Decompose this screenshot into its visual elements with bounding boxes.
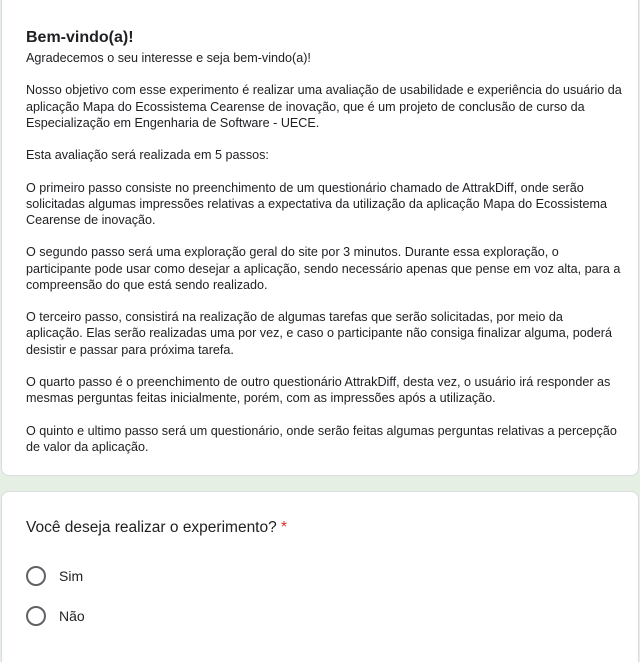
option-label-sim: Sim xyxy=(59,568,84,584)
question-card xyxy=(1,491,639,662)
option-sim[interactable] xyxy=(26,564,83,588)
option-label-nao: Não xyxy=(59,608,85,624)
option-nao[interactable] xyxy=(26,604,85,628)
section-description xyxy=(26,50,622,471)
question-title xyxy=(26,518,287,538)
description-paragraph-step-1: O primeiro passo consiste no preenchimento de um questionário chamado de AttrakDiff, onde serão solicitadas algumas impressões relativas a expectativa da utilização da aplicação Mapa do Ecossistema Cearense de inovação. xyxy=(26,180,608,227)
section-title: Bem-vindo(a)! xyxy=(26,29,134,46)
description-paragraph-step-4: O quarto passo é o preenchimento de outro questionário AttrakDiff, desta vez, o usuário irá responder as mesmas perguntas feitas inicialmente, porém, com as impressões após a utilização. xyxy=(26,374,611,406)
radio-button-nao[interactable] xyxy=(26,606,46,626)
description-paragraph-step-5: O quinto e ultimo passo será um questionário, onde serão feitas algumas perguntas relativas a percepção de valor da aplicação. xyxy=(26,423,617,454)
required-asterisk: * xyxy=(281,519,288,536)
intro-section-card xyxy=(1,0,639,476)
description-paragraph-welcome: Agradecemos o seu interesse e seja bem-vindo(a)! xyxy=(26,51,311,65)
description-paragraph-objective: Nosso objetivo com esse experimento é realizar uma avaliação de usabilidade e experiência do usuário da aplicação Mapa do Ecossistema Cearense de inovação, que é um projeto de conclusão de curso da Especialização em Engenharia de Software - UECE. xyxy=(26,83,622,130)
description-paragraph-steps: Esta avaliação será realizada em 5 passos: xyxy=(26,148,269,163)
radio-button-sim[interactable] xyxy=(26,566,46,586)
description-paragraph-step-2: O segundo passo será uma exploração geral do site por 3 minutos. Durante essa exploração, o participante pode usar como desejar a aplicação, sendo necessário apenas que pense em voz alta, para a compreensão do que está sendo realizado. xyxy=(26,245,621,292)
question-text: Você deseja realizar o experimento? xyxy=(26,519,277,536)
description-paragraph-step-3: O terceiro passo, consistirá na realização de algumas tarefas que serão solicitadas, por meio da aplicação. Elas serão realizadas uma por vez, e caso o participante não consiga finalizar alguma, poderá desistir e passar para próxima tarefa. xyxy=(26,310,612,357)
